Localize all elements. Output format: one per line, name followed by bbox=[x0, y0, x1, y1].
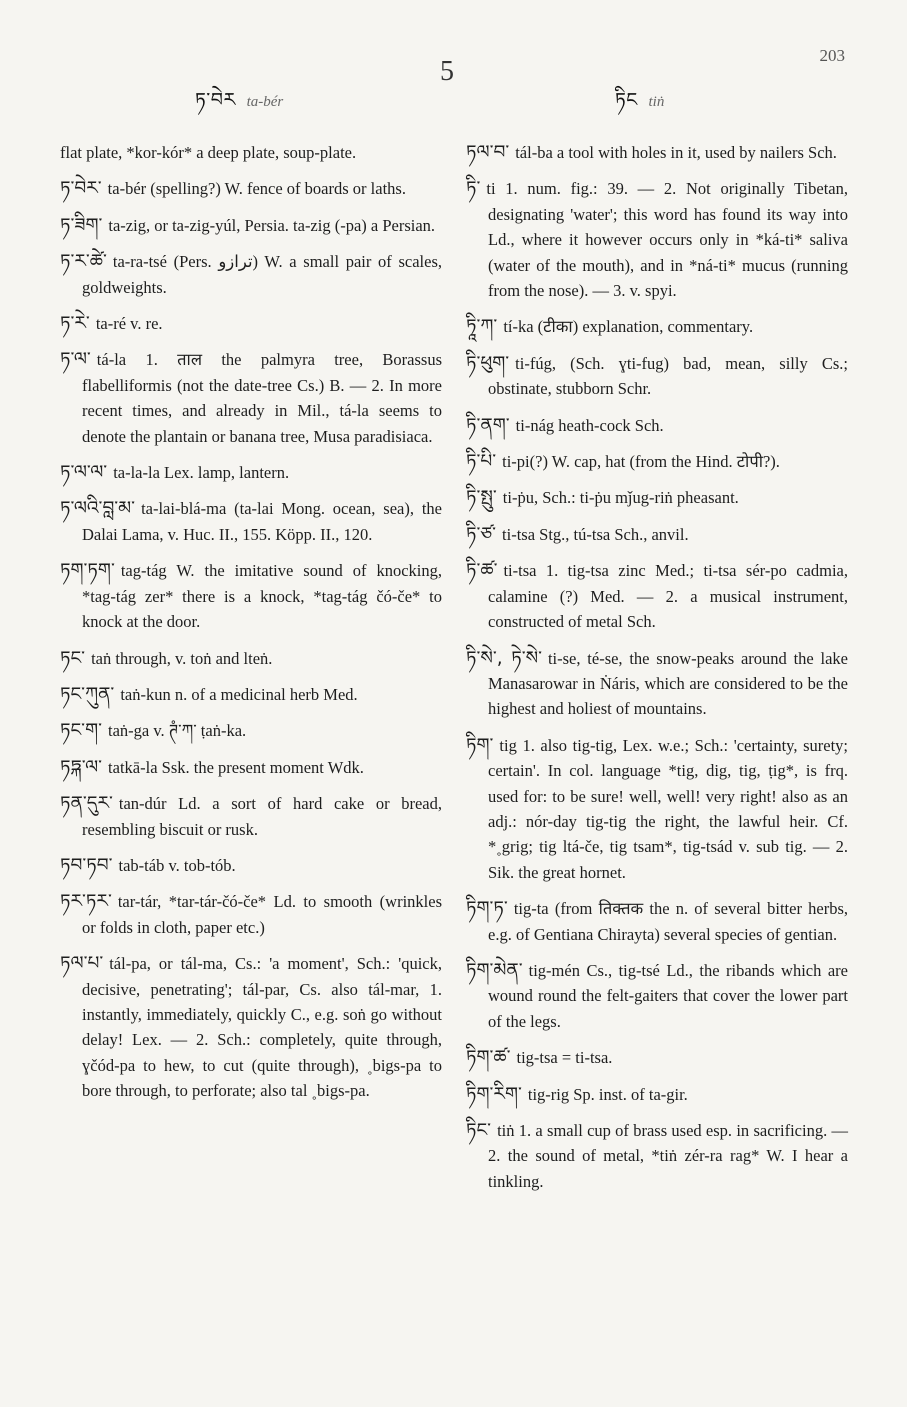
dictionary-entry bbox=[466, 351, 848, 402]
dictionary-entry bbox=[60, 853, 442, 878]
entry-definition: ta-lai-blá-ma (ta-lai Mong. ocean, sea), the Dalai Lama, v. Huc. II., 155. Köpp. II., 120. bbox=[82, 499, 442, 544]
entry-headword: ཏ་རེ་ bbox=[60, 313, 90, 335]
entry-definition: tál-pa, or tál-ma, Cs.: 'a moment', Sch.: 'quick, decisive, penetrating'; tál-par, Cs. also tál-mar, 1. instantly, immediately, quickly C., e.g. soṅ go without delay! Lex. — 2. Sch.: completely, quite through, ɣčód-pa to hew, to cut (quite through), ˳bigs-pa to bore through, to perforate; also tal ˳bigs-pa. bbox=[82, 954, 442, 1101]
entry-headword: ཏ་ཟིག་ bbox=[60, 214, 103, 236]
entry-definition: tab-táb v. tob-tób. bbox=[118, 855, 236, 875]
entry-definition: tatkā-la Ssk. the present moment Wdk. bbox=[108, 757, 364, 777]
dictionary-entry bbox=[60, 889, 442, 940]
entry-definition: taṅ-ga v. ཊཾ་ཀ་ ṭaṅ-ka. bbox=[107, 721, 247, 741]
entry-headword: ཏང་ག་ bbox=[60, 720, 102, 742]
dictionary-entry bbox=[60, 718, 442, 743]
dictionary-entry bbox=[60, 496, 442, 547]
entry-headword: ཏབ་ཏབ་ bbox=[60, 854, 113, 876]
dictionary-entry bbox=[60, 140, 442, 165]
running-head-left-roman: ta-bér bbox=[246, 94, 284, 110]
dictionary-entry bbox=[466, 314, 848, 339]
dictionary-entry bbox=[60, 347, 442, 449]
dictionary-entry bbox=[466, 896, 848, 947]
entry-definition: tag-tág W. the imitative sound of knocking, *tag-tág zer* there is a knock, *tag-tág čó-če* to knock at the door. bbox=[82, 561, 442, 632]
entry-headword: ཏང་ bbox=[60, 647, 86, 669]
entry-definition: tig 1. also tig-tig, Lex. w.e.; Sch.: 'certainty, surety; certain'. In col. language *tig, dig, tig, ṭig*, is frq. used for: to be sure! well, well! very right! also as an adj.: nór-day tig-tig the right, the lawful heir. Cf. *˳grig; tig ltá-če, tig tsam*, tig-tsád v. sub tig. — 2. Sik. the great hornet. bbox=[488, 735, 848, 882]
entry-definition: ti-ṗu, Sch.: ti-ṗu mǰug-riṅ pheasant. bbox=[502, 488, 739, 508]
dictionary-entry bbox=[466, 1082, 848, 1107]
entry-headword: ཏཏྐ་ལ་ bbox=[60, 756, 103, 778]
dictionary-entry bbox=[466, 485, 848, 510]
entry-headword: ཏཱི་ཀ་ bbox=[466, 316, 498, 338]
entry-definition: tí-ka (टीका) explanation, commentary. bbox=[503, 317, 754, 337]
running-head-left-tibetan: ཏ་བེར bbox=[195, 89, 236, 111]
dictionary-entry bbox=[466, 449, 848, 474]
entry-headword: ཏན་དུར་ bbox=[60, 793, 113, 815]
dictionary-entry bbox=[466, 646, 848, 722]
entry-headword: ཏར་ཏར་ bbox=[60, 891, 112, 913]
entry-definition: tig-rig Sp. inst. of ta-gir. bbox=[527, 1084, 688, 1104]
entry-definition: tar-tár, *tar-tár-čó-če* Ld. to smooth (wrinkles or folds in cloth, paper etc.) bbox=[82, 892, 442, 937]
entry-definition: taṅ through, v. toṅ and lteṅ. bbox=[91, 648, 273, 668]
entry-definition: tig-tsa = ti-tsa. bbox=[516, 1048, 613, 1068]
entry-headword: ཏི་ཚ་ bbox=[466, 560, 498, 582]
entry-headword: ཏི་ནག་ bbox=[466, 414, 510, 436]
entry-headword: ཏལ་པ་ bbox=[60, 953, 104, 975]
running-head-right-roman: tiṅ bbox=[648, 94, 665, 110]
entry-definition: flat plate, *kor-kór* a deep plate, soup-plate. bbox=[60, 143, 357, 162]
entry-definition: ta-la-la Lex. lamp, lantern. bbox=[113, 463, 290, 483]
dictionary-entry bbox=[466, 1045, 848, 1070]
entry-definition: ta-zig, or ta-zig-yúl, Persia. ta-zig (-pa) a Persian. bbox=[108, 215, 436, 235]
dictionary-entry bbox=[466, 176, 848, 303]
dictionary-entry bbox=[60, 755, 442, 780]
entry-definition: tiṅ 1. a small cup of brass used esp. in sacrificing. — 2. the sound of metal, *tiṅ zér-ra rag* W. I hear a tinkling. bbox=[488, 1121, 848, 1191]
dictionary-entry bbox=[60, 213, 442, 238]
dictionary-entry bbox=[60, 791, 442, 842]
dictionary-entry bbox=[466, 522, 848, 547]
entry-definition: ti-se, té-se, the snow-peaks around the lake Manasarowar in Ṅáris, which are considered to be the highest and holiest of mountains. bbox=[488, 648, 849, 719]
entry-definition: ti-tsa 1. tig-tsa zinc Med.; ti-tsa sér-po cadmia, calamine (?) Med. — 2. a musical instrument, constructed of metal Sch. bbox=[488, 561, 848, 632]
dictionary-entry bbox=[60, 951, 442, 1103]
entry-headword: ཏ་ལའི་བླ་མ་ bbox=[60, 498, 136, 520]
entry-definition: taṅ-kun n. of a medicinal herb Med. bbox=[120, 684, 358, 704]
entry-headword: ཏ་ལ་ལ་ bbox=[60, 462, 108, 484]
running-head-left bbox=[195, 78, 283, 132]
entry-definition: ti-tsa Stg., tú-tsa Sch., anvil. bbox=[502, 524, 689, 544]
dictionary-entry bbox=[60, 311, 442, 336]
dictionary-entry bbox=[466, 1118, 848, 1194]
entry-headword: ཏི་ཙ་ bbox=[466, 523, 497, 545]
entry-headword: ཏིག་ bbox=[466, 734, 494, 756]
entry-definition: ti-pi(?) W. cap, hat (from the Hind. टोपी?). bbox=[502, 452, 780, 472]
dictionary-entry bbox=[466, 140, 848, 165]
signature-mark: 5 bbox=[440, 56, 454, 87]
page-number: 203 bbox=[819, 46, 845, 65]
dictionary-entry bbox=[60, 646, 442, 671]
dictionary-entry bbox=[466, 413, 848, 438]
entry-definition: tig-ta (from तिक्तक the n. of several bitter herbs, e.g. of Gentiana Chirayta) several species of gentian. bbox=[488, 899, 848, 944]
entry-headword: ཏི་ bbox=[466, 178, 481, 200]
entry-definition: tá-la 1. ताल the palmyra tree, Borassus flabelliformis (not the date-tree Cs.) B. — 2. In more recent times, and already in Mil., tá-la seems to denote the plantain or banana tree, Musa paradisiaca. bbox=[82, 350, 442, 446]
running-head-right-tibetan: ཏིང bbox=[615, 89, 638, 111]
dictionary-entry bbox=[60, 682, 442, 707]
dictionary-entry bbox=[60, 176, 442, 201]
entry-headword: ཏི་ཕུག་ bbox=[466, 352, 510, 374]
entry-definition: tig-mén Cs., tig-tsé Ld., the ribands which are wound round the felt-gaiters that cover the lower part of the legs. bbox=[488, 960, 848, 1031]
entry-headword: ཏ་ར་ཚེ་ bbox=[60, 251, 107, 273]
entry-headword: ཏི་པི་ bbox=[466, 451, 497, 473]
dictionary-entry bbox=[466, 958, 848, 1034]
entry-headword: ཏི་སྤུ་ bbox=[466, 487, 497, 509]
entry-definition: ta-ra-tsé (Pers. ترازو) W. a small pair of scales, goldweights. bbox=[82, 252, 442, 297]
entry-headword: ཏང་ཀུན་ bbox=[60, 683, 115, 705]
right-column bbox=[466, 140, 848, 1205]
entry-headword: ཏག་ཏག་ bbox=[60, 560, 115, 582]
entry-headword: ཏིག་མེན་ bbox=[466, 959, 523, 981]
dictionary-entry bbox=[60, 249, 442, 300]
entry-headword: ཏི་སེ་, ཏེ་སེ་ bbox=[466, 647, 542, 669]
dictionary-entry bbox=[60, 460, 442, 485]
entry-definition: ti-nág heath-cock Sch. bbox=[515, 415, 664, 435]
entry-definition: ti 1. num. fig.: 39. — 2. Not originally Tibetan, designating 'water'; this word has found its way into Ld., where it however occurs only in *ká-ti* saliva (water of the mouth), and in *ná-ti* mucus (running from the nose). — 3. v. spyi. bbox=[486, 179, 848, 301]
entry-definition: ta-ré v. re. bbox=[95, 314, 163, 334]
left-column bbox=[60, 140, 442, 1115]
entry-headword: ཏ་བེར་ bbox=[60, 178, 102, 200]
entry-headword: ཏལ་བ་ bbox=[466, 142, 510, 163]
entry-headword: ཏིག་རིག་ bbox=[466, 1083, 522, 1105]
running-head-right bbox=[615, 78, 664, 132]
dictionary-entry bbox=[466, 733, 848, 885]
entry-headword: ཏ་ལ་ bbox=[60, 349, 91, 371]
dictionary-entry bbox=[466, 558, 848, 634]
entry-headword: ཏིང་ bbox=[466, 1120, 492, 1141]
entry-definition: tál-ba a tool with holes in it, used by nailers Sch. bbox=[515, 143, 837, 162]
entry-definition: tan-dúr Ld. a sort of hard cake or bread, resembling biscuit or rusk. bbox=[82, 794, 442, 839]
entry-definition: ta-bér (spelling?) W. fence of boards or laths. bbox=[107, 179, 406, 199]
dictionary-entry bbox=[60, 558, 442, 634]
entry-headword: ཏིག་ཚ་ bbox=[466, 1047, 511, 1069]
entry-headword: ཏིག་ཏ་ bbox=[466, 898, 508, 920]
entry-definition: ti-fúg, (Sch. ɣti-fug) bad, mean, silly Cs.; obstinate, stubborn Schr. bbox=[488, 353, 848, 399]
